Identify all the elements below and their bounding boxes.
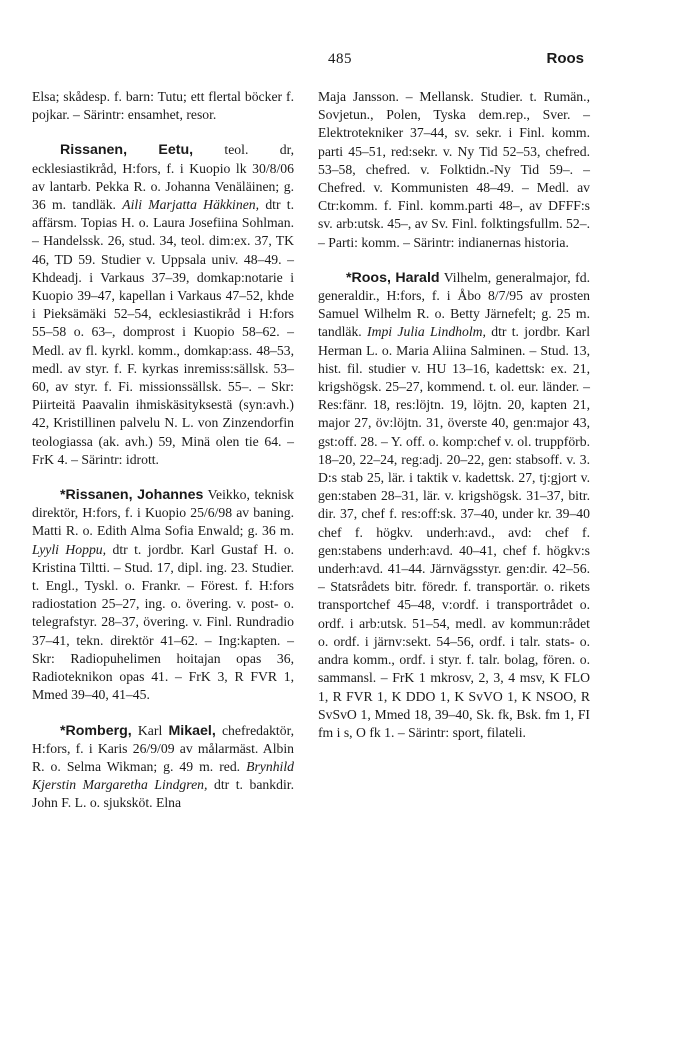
entry-surname: *Romberg, [60,722,132,739]
entry-rissanen-eetu [32,141,294,469]
entry-text: Veikko, teknisk direktör, H:fors, f. i Kuopio 25/6/98 av baning. Matti R. o. Edith Alma Sofia Enwald; g. 36 m. [32,487,294,539]
entry-given-name: Harald [395,269,440,286]
continuation-text: Elsa; skådesp. f. barn: Tutu; ett flertal böcker f. pojkar. – Särintr: ensamhet, resor. [32,89,294,123]
running-head: Roos [546,50,584,67]
entry-spouse: Brynhild Kjerstin Margaretha Lindgren, [32,758,294,793]
right-column [318,88,590,742]
entry-text: Karl [131,722,169,738]
entry-surname: Rissanen, [60,142,128,159]
entry-given-name: Johannes [137,487,204,504]
entry-spouse: Aili Marjatta Häkkinen, [122,197,260,213]
entry-surname: *Roos, [346,269,391,286]
entry-text: chefredaktör, H:fors, f. i Karis 26/9/09 av målarmäst. Albin R. o. Selma Wikman; g. 49 m. red. [32,722,294,774]
entry-rissanen-johannes [32,486,294,704]
entry-roos-harald [318,269,590,742]
entry-spouse: Lyyli Hoppu, [32,541,107,557]
entry-spouse: Impi Julia Lindholm, [367,324,486,340]
continuation-text: Maja Jansson. – Mellansk. Studier. t. Rumän., Sovjetun., Polen, Tyska dem.rep., Sver. – Elektrotekniker 37–44, sv. sekr. i Finl. komm. parti 45–51, red:sekr. v. Ny Tid 52–53, chefred. 53–58, chefred. v. Folktidn.-Ny Tid 59–. – Chefred. v. Kommunisten 48–49. – Medl. av Ctr:komm. f. Finl. komm.parti 48–, av DFFF:s sv. arb:utsk. 45–, av Sv. Finl. folktingsfullm. 52–. – Parti: komm. – Särintr: indianernas historia. [318,89,590,250]
entry-text: dtr t. jordbr. Karl Gustaf H. o. Kristina Tiltti. – Stud. 17, dipl. ing. 23. Studier. t. Engl., Tyskl. o. Frankr. – Förest. f. H:fors radiostation 25–27, ing. o. övering. v. post- o. telegrafstyr. 28–37, övering. v. Finl. Rundradio 37–41, tekn. direktör 41–62. – Ing:kapten. – Skr: Radiopuhelimen hoitajan opas 36, Radioteknikon opas 41. – FrK 3, R FVR 1, Mmed 39–40, 41–45. [32,541,294,703]
entry-surname: *Rissanen, [60,487,133,504]
entry-given-name: Mikael, [168,722,216,739]
entry-text: dtr t. jordbr. Karl Herman L. o. Maria Aliina Salminen. – Stud. 13, hist. fil. studier v. HU 13–16, kadettsk: ex. 21, krigshögsk. 25–27, kommend. t. ol. eur. länder. – Res:fänr. 18, res:löjtn. 19, löjtn. 20, kapten 21, major 27, öv:löjtn. 31, överste 40, gen:major 43, gst:off. 28. – Y. off. o. komp:chef v. ol. truppförb. 18–20, 22–24, reg:adj. 20–22, gen: stabsoff. v. 3. D:s stab 25, lär. i taktik v. kadettsk. 27, tj:gjort v. gen:staben 28–31, lär. v. krigshögsk. 31–37, bitr. dir. 37, chef f. res:off:sk. 37–40, under kr. 39–40 chef f. högkv. underh:avd., avd: chef f. gen:stabens underh:avd. 40–41, chef f. högkv:s underh:avd. 41–44. Järnvägsstyr. gen:dir. 42–56. – Statsrådets bitr. föredr. f. transportär. o. rikets transportchef 45–48, v:ordf. i transportrådet o. ordf. i arb:utsk. 51–54, medl. av kommun:rådet o. ordf. i järnv:sekt. 54–56, ordf. i talr. stats- o. andra komm., ordf. i styr. f. talr. bolag, fören. o. sammansl. – FrK 1 mkrosv, 2, 3, 4 msv, K FLO 1, R FVR 1, K DDO 1, K SvVO 1, K NSOO, R SvSvO 1, Mmed 18, 39–40, Sk. fk, Bsk. fm 1, FI fm i s, O fk 1. – Särintr: sport, filateli. [318,324,591,740]
page-number: 485 [328,51,352,67]
entry-text: teol. dr, ecklesiastikråd, H:fors, f. i Kuopio lk 30/8/06 av lantarb. Pekka R. o. Johanna Venäläinen; g. 36 m. tandläk. [32,142,294,213]
entry-text: Vilhelm, generalmajor, fd. generaldir., H:fors, f. i Åbo 8/7/95 av prosten Samuel Wilhelm R. o. Betty Järnefelt; g. 25 m. tandläk. [318,269,591,340]
entry-given-name: Eetu, [158,142,194,159]
entry-romberg-mikael [32,722,294,813]
entry-text: dtr t. bankdir. John F. L. o. sjuksköt. Elna [32,777,294,811]
entry-text: dtr t. affärsm. Topias H. o. Laura Josefiina Sohlman. – Handelssk. 26, stud. 34, teol. dim:ex. 37, TK 46, TD 59. Studier v. Uppsala univ. 48–49. – Khdeadj. i Varkaus 37–39, domkap:notarie i Kuopio 39–47, kapellan i Varkaus 47–52, khde i Pieksämäki 52–54, ecklesiastikråd i H:fors 55–58 o. 63–, domprost i Kuopio 58–62. – Medl. av fl. kyrkl. komm., domkap:ass. 48–53, medl. av styr. f. F. kyrkas inremiss:sällsk. 53–60, av styr. f. Fi. missionssällsk. 55–. – Skr: Piirteitä Paavalin ihmiskäsityksestä (syn:avh.) 42, Kristillinen palvelu N. L. von Zinzendorfin teologiassa (ak. avh.) 59, Minä olen tie 64. – FrK 4. – Särintr: idrott. [32,197,295,467]
left-column [32,88,294,813]
